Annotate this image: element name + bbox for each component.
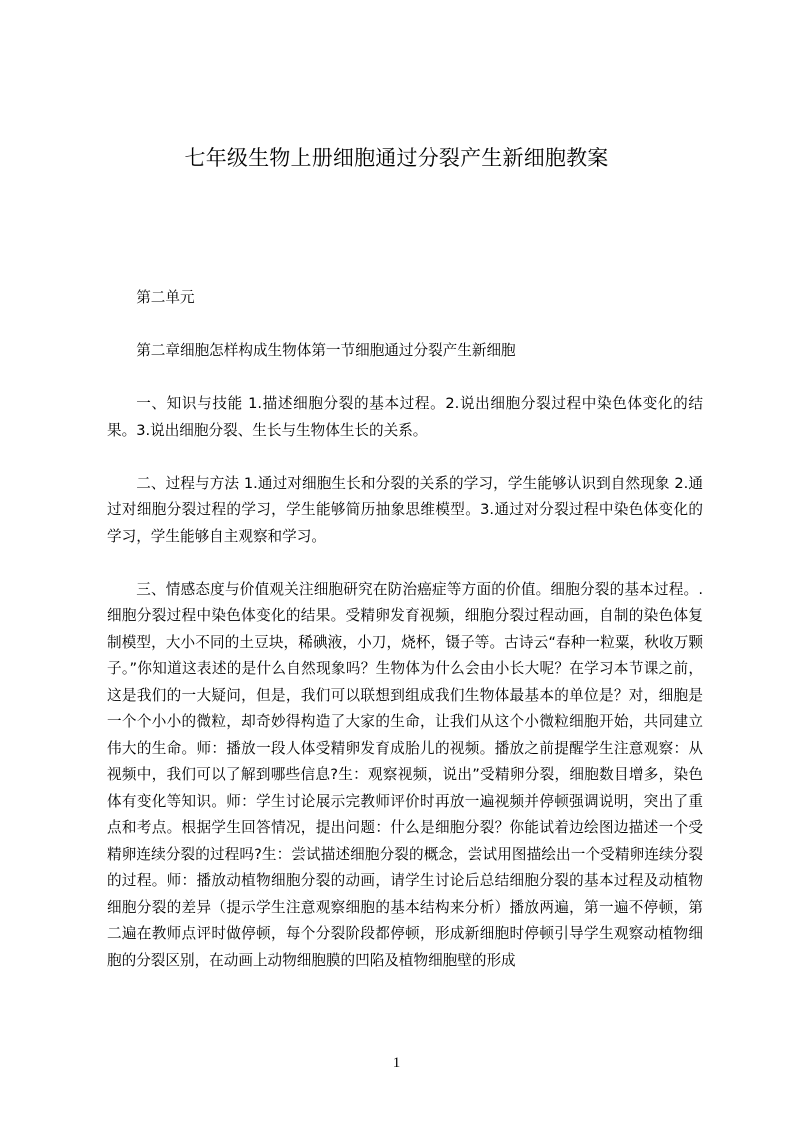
document-body	[107, 285, 703, 974]
document-title: 七年级生物上册细胞通过分裂产生新细胞教案	[184, 146, 609, 170]
section-process-methods: 二、过程与方法 1.通过对细胞生长和分裂的关系的学习，学生能够认识到自然现象 2.通过对细胞分裂过程的学习，学生能够简历抽象思维模型。3.通过对分裂过程中染色体变化的学习，学生能够自主观察和学习。	[107, 474, 703, 545]
unit-heading: 第二单元	[136, 289, 195, 306]
chapter-heading: 第二章细胞怎样构成生物体第一节细胞通过分裂产生新细胞	[136, 342, 516, 359]
section-knowledge-skills: 一、知识与技能 1.描述细胞分裂的基本过程。2.说出细胞分裂过程中染色体变化的结果。3.说出细胞分裂、生长与生物体生长的关系。	[107, 395, 703, 439]
page-number: 1	[392, 1055, 401, 1071]
section-attitudes-values: 三、情感态度与价值观关注细胞研究在防治癌症等方面的价值。细胞分裂的基本过程。.细胞分裂过程中染色体变化的结果。受精卵发育视频，细胞分裂过程动画，自制的染色体复制模型，大小不同的土豆块，稀碘液，小刀，烧杯，镊子等。古诗云“春种一粒粟，秋收万颗子。”你知道这表述的是什么自然现象吗？生物体为什么会由小长大呢？在学习本节课之前，这是我们的一大疑问，但是，我们可以联想到组成我们生物体最基本的单位是？对，细胞是一个个小小的微粒，却奇妙得构造了大家的生命，让我们从这个小微粒细胞开始，共同建立伟大的生命。师：播放一段人体受精卵发育成胎儿的视频。播放之前提醒学生注意观察：从视频中，我们可以了解到哪些信息?生：观察视频，说出”受精卵分裂，细胞数目增多，染色体有变化等知识。师：学生讨论展示完教师评价时再放一遍视频并停顿强调说明，突出了重点和考点。根据学生回答情况，提出问题：什么是细胞分裂？你能试着边绘图边描述一个受精卵连续分裂的过程吗?生：尝试描述细胞分裂的概念，尝试用图描绘出一个受精卵连续分裂的过程。师：播放动植物细胞分裂的动画，请学生讨论后总结细胞分裂的基本过程及动植物细胞分裂的差异（提示学生注意观察细胞的基本结构来分析）播放两遍，第一遍不停顿，第二遍在教师点评时做停顿，每个分裂阶段都停顿，形成新细胞时停顿引导学生观察动植物细胞的分裂区别，在动画上动物细胞膜的凹陷及植物细胞壁的形成	[107, 580, 703, 969]
